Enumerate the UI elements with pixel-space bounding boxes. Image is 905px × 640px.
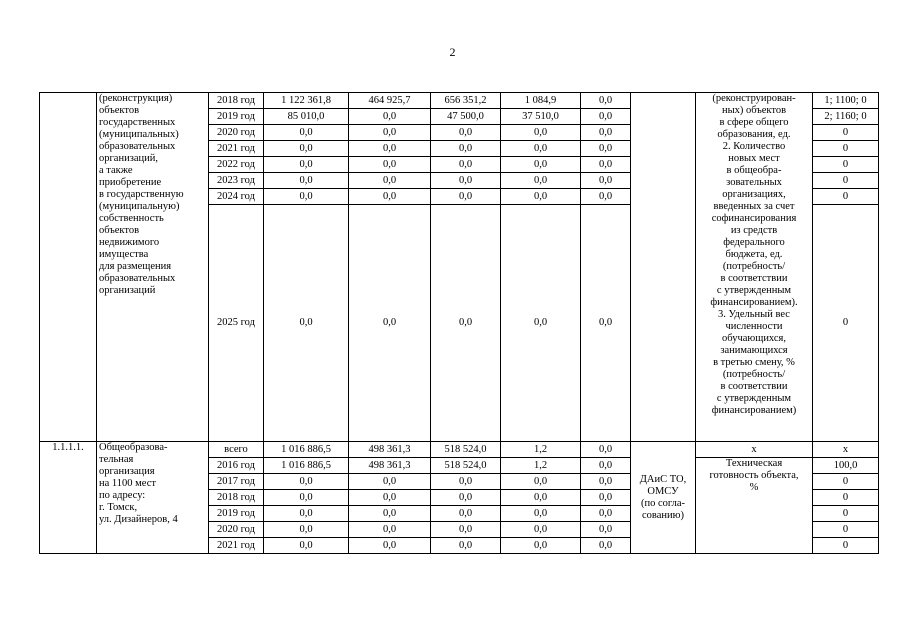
- year-cell: 2018 год: [209, 93, 264, 109]
- program-table: [39, 92, 879, 554]
- page-number: 2: [449, 45, 456, 59]
- year-cell: 2018 год: [209, 490, 264, 506]
- extrabudget-cell: 0,0: [581, 442, 631, 458]
- year-cell: 2021 год: [209, 538, 264, 554]
- regional-cell: 0,0: [431, 141, 501, 157]
- indicator-value-cell: 0: [813, 538, 879, 554]
- total-cell: 0,0: [264, 474, 349, 490]
- year-cell: 2019 год: [209, 109, 264, 125]
- extrabudget-cell: 0,0: [581, 538, 631, 554]
- federal-cell: 0,0: [349, 522, 431, 538]
- indicator-value-cell: 0: [813, 125, 879, 141]
- federal-cell: 0,0: [349, 109, 431, 125]
- federal-cell: 0,0: [349, 189, 431, 205]
- total-cell: 0,0: [264, 522, 349, 538]
- indicator-value-cell: 100,0: [813, 458, 879, 474]
- indicator-name-cell: х: [696, 442, 813, 458]
- local-cell: 37 510,0: [501, 109, 581, 125]
- extrabudget-cell: 0,0: [581, 157, 631, 173]
- local-cell: 0,0: [501, 125, 581, 141]
- extrabudget-cell: 0,0: [581, 189, 631, 205]
- regional-cell: 518 524,0: [431, 442, 501, 458]
- federal-cell: 0,0: [349, 141, 431, 157]
- extrabudget-cell: 0,0: [581, 458, 631, 474]
- local-cell: 0,0: [501, 490, 581, 506]
- total-cell: 0,0: [264, 173, 349, 189]
- number-cell: [40, 93, 97, 442]
- federal-cell: 0,0: [349, 474, 431, 490]
- total-cell: 1 016 886,5: [264, 458, 349, 474]
- federal-cell: 0,0: [349, 157, 431, 173]
- regional-cell: 0,0: [431, 474, 501, 490]
- federal-cell: 0,0: [349, 506, 431, 522]
- federal-cell: 0,0: [349, 205, 431, 442]
- number-cell: 1.1.1.1.: [40, 442, 97, 554]
- total-cell: 0,0: [264, 157, 349, 173]
- year-cell: 2022 год: [209, 157, 264, 173]
- indicator-value-cell: 0: [813, 173, 879, 189]
- total-cell: 0,0: [264, 189, 349, 205]
- indicator-value-cell: 0: [813, 189, 879, 205]
- extrabudget-cell: 0,0: [581, 474, 631, 490]
- total-cell: 0,0: [264, 205, 349, 442]
- local-cell: 0,0: [501, 141, 581, 157]
- federal-cell: 0,0: [349, 490, 431, 506]
- event-name-cell: Общеобразова- тельная организация на 1100 мест по адресу: г. Томск, ул. Дизайнеров, 4: [97, 442, 209, 554]
- year-cell: 2025 год: [209, 205, 264, 442]
- total-cell: 0,0: [264, 538, 349, 554]
- extrabudget-cell: 0,0: [581, 205, 631, 442]
- indicator-value-cell: 0: [813, 205, 879, 442]
- regional-cell: 0,0: [431, 538, 501, 554]
- extrabudget-cell: 0,0: [581, 490, 631, 506]
- indicator-value-cell: х: [813, 442, 879, 458]
- local-cell: 1,2: [501, 442, 581, 458]
- year-cell: 2021 год: [209, 141, 264, 157]
- indicator-value-cell: 0: [813, 522, 879, 538]
- federal-cell: 498 361,3: [349, 442, 431, 458]
- extrabudget-cell: 0,0: [581, 109, 631, 125]
- extrabudget-cell: 0,0: [581, 93, 631, 109]
- extrabudget-cell: 0,0: [581, 173, 631, 189]
- indicator-value-cell: 0: [813, 506, 879, 522]
- indicator-value-cell: 1; 1100; 0: [813, 93, 879, 109]
- regional-cell: 0,0: [431, 125, 501, 141]
- executor-cell: [631, 93, 696, 442]
- total-cell: 0,0: [264, 141, 349, 157]
- year-cell: 2016 год: [209, 458, 264, 474]
- local-cell: 1 084,9: [501, 93, 581, 109]
- federal-cell: 498 361,3: [349, 458, 431, 474]
- total-cell: 1 016 886,5: [264, 442, 349, 458]
- extrabudget-cell: 0,0: [581, 141, 631, 157]
- regional-cell: 656 351,2: [431, 93, 501, 109]
- regional-cell: 0,0: [431, 490, 501, 506]
- local-cell: 0,0: [501, 474, 581, 490]
- table-row: [40, 93, 879, 109]
- indicator-value-cell: 0: [813, 157, 879, 173]
- extrabudget-cell: 0,0: [581, 506, 631, 522]
- event-name-cell: (реконструкция) объектов государственных (муниципальных) образовательных организаций, а также приобретение в государственную (муниципальную) собственность объектов недвижимого имущества для размещения образовательных организаций: [97, 93, 209, 442]
- indicator-value-cell: 0: [813, 490, 879, 506]
- indicator-value-cell: 0: [813, 141, 879, 157]
- year-cell: 2020 год: [209, 125, 264, 141]
- indicator-value-cell: 0: [813, 474, 879, 490]
- total-cell: 1 122 361,8: [264, 93, 349, 109]
- total-cell: 0,0: [264, 506, 349, 522]
- indicator-name-cell: (реконструирован- ных) объектов в сфере общего образования, ед. 2. Количество новых мест в общеобра- зовательных организациях, введенных за счет софинансирования из средств федерального бюджета, ед. (потребность/ в соответствии с утвержденным финансированием). 3. Удельный вес численности обучающихся, занимающихся в третью смену, % (потребность/ в соответствии с утвержденным финансированием): [696, 93, 813, 442]
- federal-cell: 0,0: [349, 125, 431, 141]
- regional-cell: 0,0: [431, 522, 501, 538]
- regional-cell: 0,0: [431, 189, 501, 205]
- regional-cell: 0,0: [431, 205, 501, 442]
- year-cell: 2024 год: [209, 189, 264, 205]
- executor-cell: ДАиС ТО, ОМСУ (по согла- сованию): [631, 442, 696, 554]
- regional-cell: 47 500,0: [431, 109, 501, 125]
- regional-cell: 0,0: [431, 157, 501, 173]
- indicator-value-cell: 2; 1160; 0: [813, 109, 879, 125]
- indicator-name-cell: Техническая готовность объекта, %: [696, 458, 813, 554]
- local-cell: 0,0: [501, 506, 581, 522]
- local-cell: 1,2: [501, 458, 581, 474]
- local-cell: 0,0: [501, 205, 581, 442]
- local-cell: 0,0: [501, 522, 581, 538]
- year-cell: 2019 год: [209, 506, 264, 522]
- year-cell: 2020 год: [209, 522, 264, 538]
- extrabudget-cell: 0,0: [581, 522, 631, 538]
- federal-cell: 0,0: [349, 173, 431, 189]
- local-cell: 0,0: [501, 157, 581, 173]
- extrabudget-cell: 0,0: [581, 125, 631, 141]
- local-cell: 0,0: [501, 173, 581, 189]
- local-cell: 0,0: [501, 189, 581, 205]
- regional-cell: 0,0: [431, 173, 501, 189]
- total-cell: 0,0: [264, 490, 349, 506]
- total-cell: 0,0: [264, 125, 349, 141]
- year-cell: 2017 год: [209, 474, 264, 490]
- regional-cell: 518 524,0: [431, 458, 501, 474]
- year-cell: 2023 год: [209, 173, 264, 189]
- total-cell: 85 010,0: [264, 109, 349, 125]
- local-cell: 0,0: [501, 538, 581, 554]
- year-cell: всего: [209, 442, 264, 458]
- federal-cell: 0,0: [349, 538, 431, 554]
- regional-cell: 0,0: [431, 506, 501, 522]
- table-row: [40, 442, 879, 458]
- federal-cell: 464 925,7: [349, 93, 431, 109]
